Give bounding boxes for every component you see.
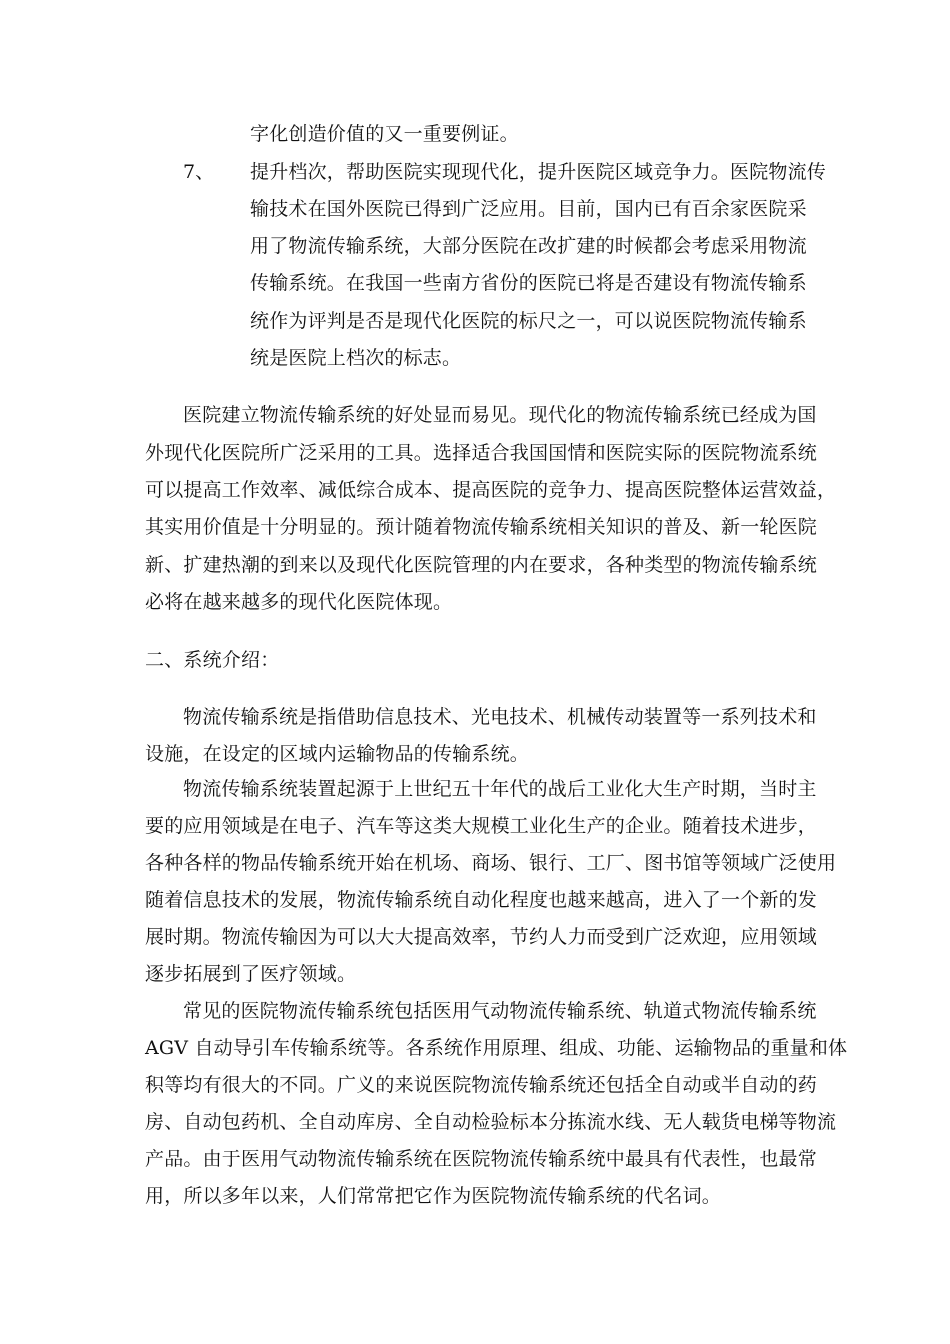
paragraph-line: 用，所以多年以来，人们常常把它作为医院物流传输系统的代名词。 [145,1185,722,1207]
paragraph-line: 医院建立物流传输系统的好处显而易见。现代化的物流传输系统已经成为国 [183,404,817,426]
paragraph-line: 物流传输系统装置起源于上世纪五十年代的战后工业化大生产时期，当时主 [183,778,817,800]
list-item-line: 统是医院上档次的标志。 [250,347,462,369]
paragraph-line: 可以提高工作效率、减低综合成本、提高医院的竞争力、提高医院整体运营效益， [145,479,837,501]
paragraph-line: 必将在越来越多的现代化医院体现。 [145,591,453,613]
paragraph-line: 常见的医院物流传输系统包括医用气动物流传输系统、轨道式物流传输系统 [183,1000,817,1022]
list-item-line: 传输系统。在我国一些南方省份的医院已将是否建设有物流传输系 [250,272,807,294]
continued-item-line: 字化创造价值的又一重要例证。 [250,123,519,145]
paragraph-line: 其实用价值是十分明显的。预计随着物流传输系统相关知识的普及、新一轮医院 [145,516,818,538]
paragraph-line: 积等均有很大的不同。广义的来说医院物流传输系统还包括全自动或半自动的药 [145,1074,818,1096]
list-item-line: 输技术在国外医院已得到广泛应用。目前，国内已有百余家医院采 [250,198,807,220]
list-item-line: 用了物流传输系统，大部分医院在改扩建的时候都会考虑采用物流 [250,235,807,257]
paragraph-line: AGV 自动导引车传输系统等。各系统作用原理、组成、功能、运输物品的重量和体 [145,1037,848,1059]
paragraph-line: 要的应用领域是在电子、汽车等这类大规模工业化生产的企业。随着技术进步， [145,815,818,837]
paragraph-line: 随着信息技术的发展，物流传输系统自动化程度也越来越高，进入了一个新的发 [145,889,818,911]
paragraph-line: 房、自动包药机、全自动库房、全自动检验标本分拣流水线、无人载货电梯等物流 [145,1111,837,1133]
list-item-number: 7、 [183,161,215,183]
paragraph-line: 设施，在设定的区域内运输物品的传输系统。 [145,743,530,765]
paragraph-line: 外现代化医院所广泛采用的工具。选择适合我国国情和医院实际的医院物流系统 [145,442,818,464]
section-heading: 二、系统介绍： [145,649,280,671]
paragraph-line: 展时期。物流传输因为可以大大提高效率，节约人力而受到广泛欢迎，应用领域 [145,926,818,948]
paragraph-line: 各种各样的物品传输系统开始在机场、商场、银行、工厂、图书馆等领域广泛使用 [145,852,837,874]
paragraph-line: 新、扩建热潮的到来以及现代化医院管理的内在要求，各种类型的物流传输系统 [145,554,818,576]
paragraph-line: 产品。由于医用气动物流传输系统在医院物流传输系统中最具有代表性，也最常 [145,1148,818,1170]
list-item-line: 提升档次，帮助医院实现现代化，提升医院区域竞争力。医院物流传 [250,161,827,183]
paragraph-line: 逐步拓展到了医疗领域。 [145,963,357,985]
paragraph-line: 物流传输系统是指借助信息技术、光电技术、机械传动装置等一系列技术和 [183,706,817,728]
list-item-line: 统作为评判是否是现代化医院的标尺之一，可以说医院物流传输系 [250,310,807,332]
